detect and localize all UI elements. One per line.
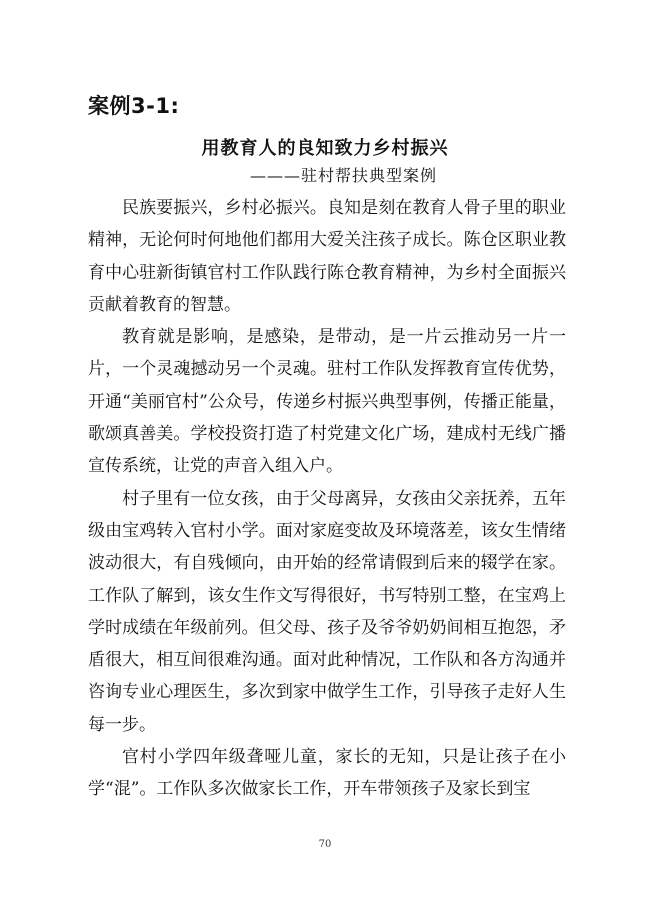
document-title: 用教育人的良知致力乡村振兴 [201,138,449,159]
document-subtitle: ———驻村帮扶典型案例 [250,166,438,185]
paragraph-1: 民族要振兴，乡村必振兴。良知是刻在教育人骨子里的职业精神，无论何时何地他们都用大爱关注孩子成长。陈仓区职业教育中心驻新街镇官村工作队践行陈仓教育精神，为乡村全面振兴贡献着教育的智慧。 [88,198,566,315]
paragraph-4: 官村小学四年级聋哑儿童，家长的无知，只是让孩子在小学“混”。工作队多次做家长工作，开车带领孩子及家长到宝 [88,747,566,800]
page-number: 70 [318,839,332,850]
paragraph-2: 教育就是影响，是感染，是带动，是一片云推动另一片一片，一个灵魂撼动另一个灵魂。驻村工作队发挥教育宣传优势，开通“美丽官村”公众号，传递乡村振兴典型事例，传播正能量，歌颂真善美。学校投资打造了村党建文化广场，建成村无线广播宣传系统，让党的声音入组入户。 [88,327,566,477]
paragraph-3: 村子里有一位女孩，由于父母离异，女孩由父亲抚养，五年级由宝鸡转入官村小学。面对家庭变故及环境落差，该女生情绪波动很大，有自残倾向，由开始的经常请假到后来的辍学在家。工作队了解到，该女生作文写得很好，书写特别工整，在宝鸡上学时成绩在年级前列。但父母、孩子及爷爷奶奶间相互抱怨，矛盾很大，相互间很难沟通。面对此种情况，工作队和各方沟通并咨询专业心理医生，多次到家中做学生工作，引导孩子走好人生每一步。 [88,488,566,735]
case-label: 案例3-1: [88,94,180,118]
body-text [88,192,566,806]
